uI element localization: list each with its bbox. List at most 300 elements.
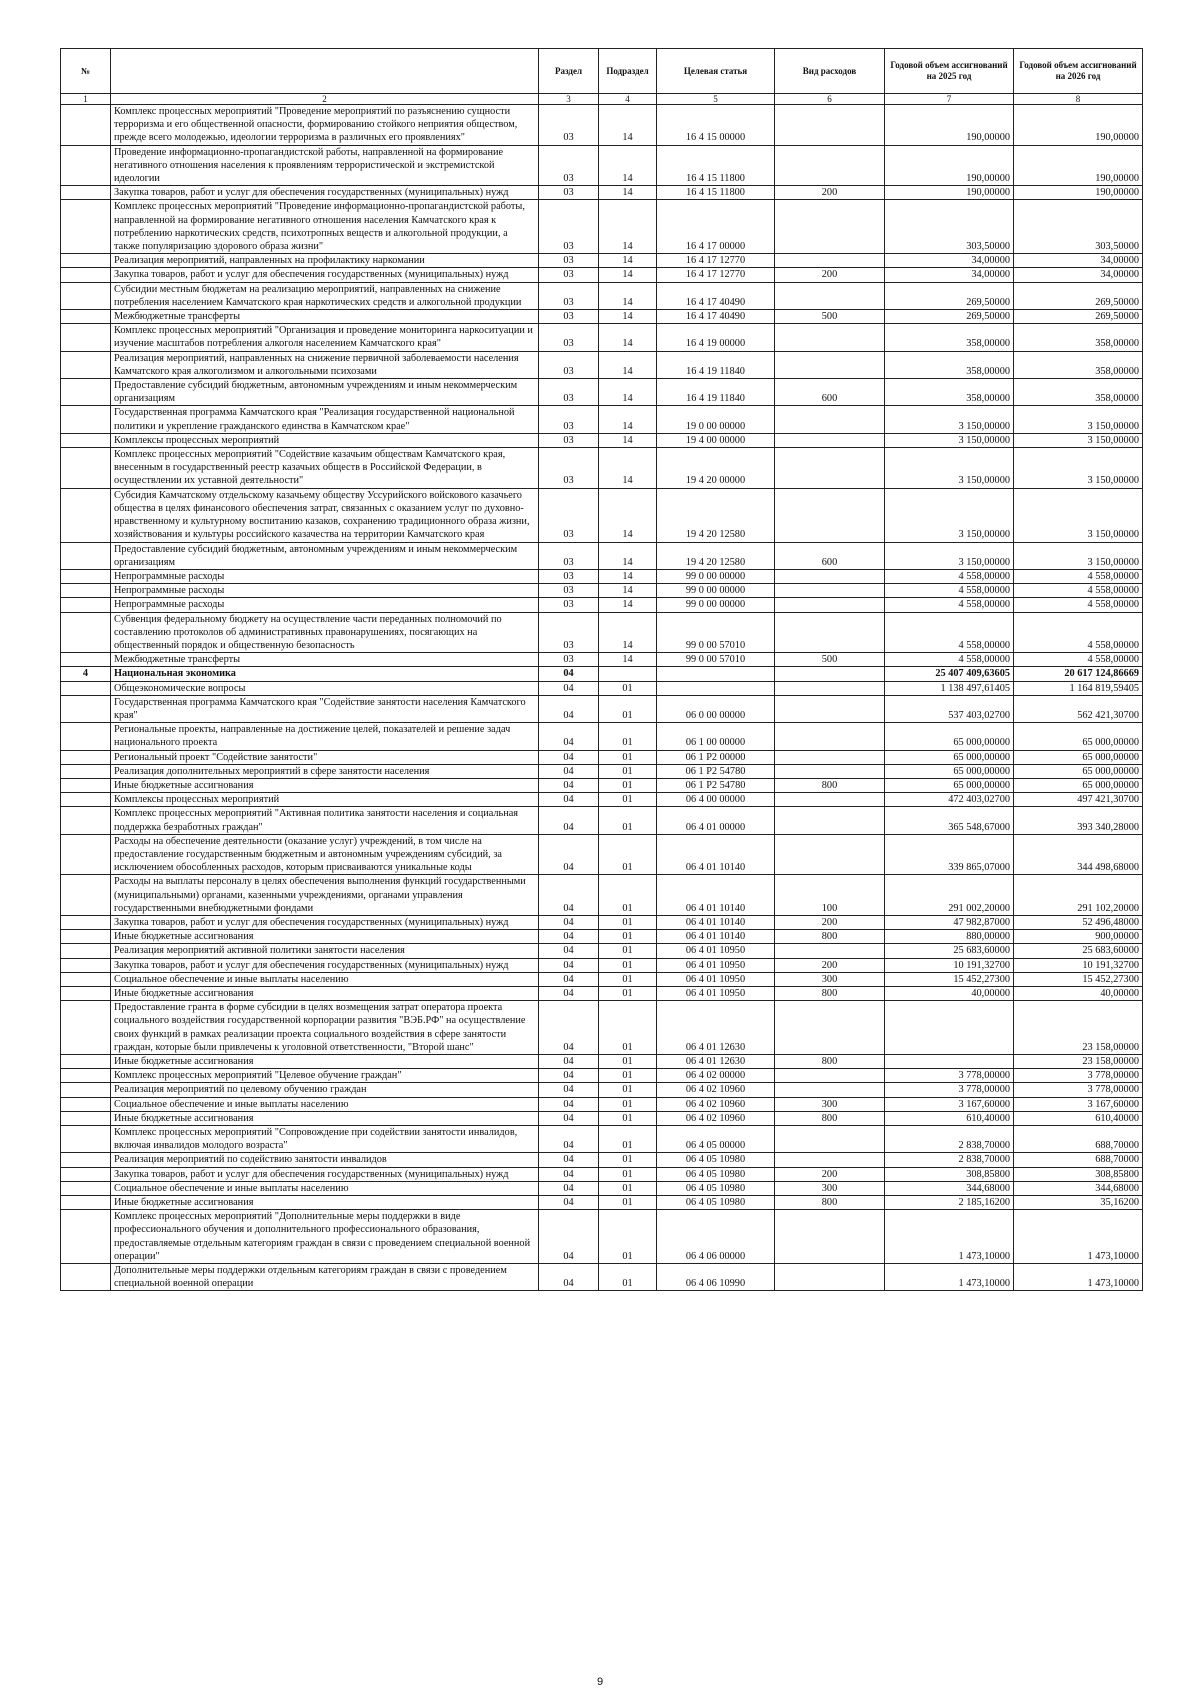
table-row <box>61 1069 1143 1083</box>
row-number <box>61 1153 111 1167</box>
row-amount-2026: 4 558,00000 <box>1014 569 1143 583</box>
row-amount-2026: 1 473,10000 <box>1014 1264 1143 1291</box>
row-number <box>61 406 111 433</box>
row-target: 16 4 15 11800 <box>657 186 775 200</box>
row-amount-2026: 3 150,00000 <box>1014 542 1143 569</box>
row-target <box>657 667 775 681</box>
row-target: 99 0 00 57010 <box>657 612 775 653</box>
row-amount-2025: 880,00000 <box>885 930 1014 944</box>
row-target: 06 4 01 10140 <box>657 915 775 929</box>
row-amount-2026: 497 421,30700 <box>1014 793 1143 807</box>
row-razdel: 04 <box>539 972 599 986</box>
row-name: Расходы на выплаты персоналу в целях обеспечения выполнения функций государственными (муниципальными) органами, казенными учреждениями, органами управления государственными внебюджетными фондами <box>111 875 539 916</box>
row-number <box>61 268 111 282</box>
row-podrazdel: 01 <box>599 875 657 916</box>
row-name: Государственная программа Камчатского края "Реализация государственной национальной политики и укрепление гражданского единства в Камчатском крае" <box>111 406 539 433</box>
column-number: 4 <box>599 94 657 105</box>
row-amount-2026: 4 558,00000 <box>1014 598 1143 612</box>
row-razdel: 03 <box>539 379 599 406</box>
row-number <box>61 875 111 916</box>
row-target: 16 4 17 40490 <box>657 282 775 309</box>
row-amount-2026: 190,00000 <box>1014 105 1143 146</box>
row-target: 99 0 00 57010 <box>657 653 775 667</box>
table-row <box>61 406 1143 433</box>
row-target: 16 4 17 00000 <box>657 200 775 254</box>
row-amount-2025: 190,00000 <box>885 145 1014 186</box>
row-number <box>61 778 111 792</box>
row-amount-2026: 65 000,00000 <box>1014 750 1143 764</box>
row-name: Закупка товаров, работ и услуг для обеспечения государственных (муниципальных) нужд <box>111 958 539 972</box>
budget-table-sheet <box>60 48 1142 1291</box>
row-amount-2025: 4 558,00000 <box>885 653 1014 667</box>
row-amount-2025: 344,68000 <box>885 1181 1014 1195</box>
row-razdel: 04 <box>539 958 599 972</box>
row-razdel: 03 <box>539 653 599 667</box>
row-target: 06 4 01 12630 <box>657 1055 775 1069</box>
row-vid: 300 <box>775 1097 885 1111</box>
row-razdel: 03 <box>539 612 599 653</box>
row-podrazdel: 14 <box>599 488 657 542</box>
row-target: 99 0 00 00000 <box>657 598 775 612</box>
row-podrazdel: 01 <box>599 1126 657 1153</box>
row-vid <box>775 488 885 542</box>
row-amount-2026: 344 498,68000 <box>1014 834 1143 875</box>
row-target: 06 4 05 10980 <box>657 1167 775 1181</box>
row-vid <box>775 254 885 268</box>
column-number: 1 <box>61 94 111 105</box>
row-amount-2025: 25 407 409,63605 <box>885 667 1014 681</box>
row-name: Региональный проект "Содействие занятости" <box>111 750 539 764</box>
table-row <box>61 930 1143 944</box>
row-target: 99 0 00 00000 <box>657 584 775 598</box>
row-razdel: 04 <box>539 1083 599 1097</box>
table-row <box>61 1210 1143 1264</box>
row-amount-2026: 25 683,60000 <box>1014 944 1143 958</box>
row-target: 06 4 01 10950 <box>657 987 775 1001</box>
row-number <box>61 1083 111 1097</box>
row-amount-2025: 1 473,10000 <box>885 1210 1014 1264</box>
row-amount-2025 <box>885 1001 1014 1055</box>
row-target: 06 4 00 00000 <box>657 793 775 807</box>
row-vid <box>775 200 885 254</box>
row-target: 16 4 17 40490 <box>657 310 775 324</box>
row-target: 06 4 01 10950 <box>657 958 775 972</box>
row-target: 06 4 06 00000 <box>657 1210 775 1264</box>
row-number <box>61 1181 111 1195</box>
row-number <box>61 793 111 807</box>
row-name: Межбюджетные трансферты <box>111 653 539 667</box>
row-razdel: 04 <box>539 1001 599 1055</box>
row-podrazdel: 01 <box>599 1264 657 1291</box>
row-target: 19 4 20 12580 <box>657 542 775 569</box>
table-row <box>61 1264 1143 1291</box>
row-vid: 200 <box>775 268 885 282</box>
row-target: 06 4 01 12630 <box>657 1001 775 1055</box>
row-name: Предоставление субсидий бюджетным, автономным учреждениям и иным некоммерческим организациям <box>111 379 539 406</box>
row-podrazdel <box>599 667 657 681</box>
row-number <box>61 145 111 186</box>
table-row <box>61 653 1143 667</box>
row-vid: 200 <box>775 186 885 200</box>
row-amount-2026: 3 778,00000 <box>1014 1083 1143 1097</box>
row-razdel: 03 <box>539 433 599 447</box>
row-vid <box>775 764 885 778</box>
row-number <box>61 653 111 667</box>
row-vid <box>775 324 885 351</box>
table-row <box>61 584 1143 598</box>
row-number <box>61 1055 111 1069</box>
row-razdel: 04 <box>539 915 599 929</box>
table-row <box>61 1167 1143 1181</box>
row-podrazdel: 14 <box>599 598 657 612</box>
table-row <box>61 1097 1143 1111</box>
row-amount-2026: 3 150,00000 <box>1014 406 1143 433</box>
table-row <box>61 542 1143 569</box>
row-amount-2025: 65 000,00000 <box>885 723 1014 750</box>
row-amount-2026: 303,50000 <box>1014 200 1143 254</box>
row-vid <box>775 681 885 695</box>
row-vid <box>775 807 885 834</box>
row-target: 16 4 19 00000 <box>657 324 775 351</box>
row-amount-2026: 40,00000 <box>1014 987 1143 1001</box>
row-amount-2025: 1 138 497,61405 <box>885 681 1014 695</box>
row-number <box>61 764 111 778</box>
row-podrazdel: 01 <box>599 1069 657 1083</box>
row-amount-2025: 291 002,20000 <box>885 875 1014 916</box>
row-amount-2026: 4 558,00000 <box>1014 584 1143 598</box>
row-razdel: 03 <box>539 268 599 282</box>
row-amount-2026: 23 158,00000 <box>1014 1055 1143 1069</box>
row-razdel: 04 <box>539 1069 599 1083</box>
row-amount-2025: 25 683,60000 <box>885 944 1014 958</box>
row-amount-2026: 190,00000 <box>1014 145 1143 186</box>
row-vid: 800 <box>775 1111 885 1125</box>
table-row <box>61 324 1143 351</box>
table-row <box>61 723 1143 750</box>
row-name: Реализация мероприятий активной политики занятости населения <box>111 944 539 958</box>
row-razdel: 03 <box>539 282 599 309</box>
row-target: 16 4 17 12770 <box>657 268 775 282</box>
row-target: 99 0 00 00000 <box>657 569 775 583</box>
row-target: 06 4 02 10960 <box>657 1083 775 1097</box>
row-target: 06 1 00 00000 <box>657 723 775 750</box>
row-podrazdel: 14 <box>599 448 657 489</box>
row-target: 16 4 15 00000 <box>657 105 775 146</box>
row-name: Межбюджетные трансферты <box>111 310 539 324</box>
row-number <box>61 1111 111 1125</box>
row-number <box>61 807 111 834</box>
row-name: Субсидии местным бюджетам на реализацию мероприятий, направленных на снижение потребления населением Камчатского края наркотических средств и алкогольной продукции <box>111 282 539 309</box>
row-amount-2025: 3 150,00000 <box>885 448 1014 489</box>
row-amount-2025: 365 548,67000 <box>885 807 1014 834</box>
row-vid <box>775 145 885 186</box>
header-row <box>61 49 1143 94</box>
row-amount-2025: 358,00000 <box>885 351 1014 378</box>
header-2025: Годовой объем ассигнований на 2025 год <box>885 49 1014 94</box>
row-podrazdel: 14 <box>599 569 657 583</box>
row-amount-2025: 4 558,00000 <box>885 598 1014 612</box>
row-podrazdel: 01 <box>599 1210 657 1264</box>
row-podrazdel: 14 <box>599 254 657 268</box>
row-razdel: 04 <box>539 723 599 750</box>
row-name: Предоставление гранта в форме субсидии в целях возмещения затрат оператора проекта социального воздействия государственной корпорации развития "ВЭБ.РФ" на осуществление своих функций в рамках реализации проекта социального воздействия в сфере занятости граждан, которые были привлечены к уголовной ответственности, "Второй шанс" <box>111 1001 539 1055</box>
row-podrazdel: 01 <box>599 764 657 778</box>
row-podrazdel: 01 <box>599 778 657 792</box>
row-target: 19 4 00 00000 <box>657 433 775 447</box>
row-podrazdel: 01 <box>599 1055 657 1069</box>
row-number <box>61 542 111 569</box>
row-number <box>61 1069 111 1083</box>
row-number <box>61 351 111 378</box>
row-name: Предоставление субсидий бюджетным, автономным учреждениям и иным некоммерческим организациям <box>111 542 539 569</box>
table-row <box>61 1001 1143 1055</box>
row-number <box>61 1264 111 1291</box>
row-amount-2026: 3 150,00000 <box>1014 488 1143 542</box>
table-row <box>61 764 1143 778</box>
row-name: Комплексы процессных мероприятий <box>111 433 539 447</box>
row-number <box>61 750 111 764</box>
row-amount-2025: 3 150,00000 <box>885 406 1014 433</box>
row-vid <box>775 448 885 489</box>
row-amount-2025: 472 403,02700 <box>885 793 1014 807</box>
row-vid <box>775 569 885 583</box>
row-razdel: 04 <box>539 807 599 834</box>
row-vid <box>775 1126 885 1153</box>
row-name: Дополнительные меры поддержки отдельным категориям граждан в связи с проведением специальной военной операции <box>111 1264 539 1291</box>
row-amount-2026: 35,16200 <box>1014 1196 1143 1210</box>
row-razdel: 04 <box>539 1111 599 1125</box>
row-number <box>61 681 111 695</box>
row-amount-2025: 2 838,70000 <box>885 1126 1014 1153</box>
row-amount-2026: 10 191,32700 <box>1014 958 1143 972</box>
row-razdel: 04 <box>539 778 599 792</box>
row-amount-2025: 610,40000 <box>885 1111 1014 1125</box>
row-name: Реализация мероприятий по содействию занятости инвалидов <box>111 1153 539 1167</box>
row-amount-2026: 358,00000 <box>1014 379 1143 406</box>
row-name: Реализация дополнительных мероприятий в сфере занятости населения <box>111 764 539 778</box>
row-podrazdel: 01 <box>599 723 657 750</box>
table-row <box>61 807 1143 834</box>
row-number <box>61 915 111 929</box>
row-podrazdel: 01 <box>599 972 657 986</box>
header-2026: Годовой объем ассигнований на 2026 год <box>1014 49 1143 94</box>
row-razdel: 04 <box>539 764 599 778</box>
row-name: Реализация мероприятий по целевому обучению граждан <box>111 1083 539 1097</box>
row-vid: 300 <box>775 972 885 986</box>
row-target: 19 0 00 00000 <box>657 406 775 433</box>
row-podrazdel: 14 <box>599 612 657 653</box>
table-row <box>61 254 1143 268</box>
row-number <box>61 324 111 351</box>
row-podrazdel: 14 <box>599 145 657 186</box>
row-amount-2026: 65 000,00000 <box>1014 778 1143 792</box>
row-amount-2026: 308,85800 <box>1014 1167 1143 1181</box>
row-razdel: 04 <box>539 1210 599 1264</box>
table-row <box>61 987 1143 1001</box>
row-razdel: 03 <box>539 584 599 598</box>
row-amount-2025: 537 403,02700 <box>885 695 1014 722</box>
row-name: Закупка товаров, работ и услуг для обеспечения государственных (муниципальных) нужд <box>111 186 539 200</box>
row-vid: 100 <box>775 875 885 916</box>
row-razdel: 03 <box>539 488 599 542</box>
row-amount-2026: 52 496,48000 <box>1014 915 1143 929</box>
row-podrazdel: 14 <box>599 351 657 378</box>
row-razdel: 04 <box>539 930 599 944</box>
row-target: 16 4 19 11840 <box>657 379 775 406</box>
row-amount-2025: 4 558,00000 <box>885 584 1014 598</box>
row-podrazdel: 01 <box>599 1153 657 1167</box>
row-target: 19 4 20 12580 <box>657 488 775 542</box>
row-name: Комплекс процессных мероприятий "Сопровождение при содействии занятости инвалидов, включая инвалидов молодого возраста" <box>111 1126 539 1153</box>
row-vid <box>775 1069 885 1083</box>
row-amount-2025: 358,00000 <box>885 324 1014 351</box>
table-row <box>61 268 1143 282</box>
table-row <box>61 1083 1143 1097</box>
row-podrazdel: 01 <box>599 1196 657 1210</box>
row-amount-2026: 190,00000 <box>1014 186 1143 200</box>
row-name: Непрограммные расходы <box>111 598 539 612</box>
row-amount-2026: 1 164 819,59405 <box>1014 681 1143 695</box>
row-target: 06 4 01 10140 <box>657 834 775 875</box>
row-razdel: 04 <box>539 834 599 875</box>
table-row <box>61 569 1143 583</box>
row-amount-2026: 34,00000 <box>1014 254 1143 268</box>
row-amount-2026: 358,00000 <box>1014 324 1143 351</box>
header-target: Целевая статья <box>657 49 775 94</box>
row-target <box>657 681 775 695</box>
row-podrazdel: 01 <box>599 807 657 834</box>
row-amount-2025: 3 150,00000 <box>885 542 1014 569</box>
row-vid: 800 <box>775 1055 885 1069</box>
row-amount-2025: 2 185,16200 <box>885 1196 1014 1210</box>
row-razdel: 04 <box>539 1196 599 1210</box>
table-row <box>61 1055 1143 1069</box>
row-name: Комплекс процессных мероприятий "Содействие казачьим обществам Камчатского края, внесенным в государственный реестр казачьих обществ в Российской Федерации, в осуществлении их уставной деятельности" <box>111 448 539 489</box>
header-podrazdel: Подраздел <box>599 49 657 94</box>
row-number <box>61 695 111 722</box>
column-number-row <box>61 94 1143 105</box>
row-vid <box>775 406 885 433</box>
row-vid: 200 <box>775 915 885 929</box>
row-podrazdel: 01 <box>599 695 657 722</box>
column-number: 2 <box>111 94 539 105</box>
row-amount-2025: 65 000,00000 <box>885 750 1014 764</box>
row-razdel: 04 <box>539 667 599 681</box>
row-razdel: 04 <box>539 875 599 916</box>
row-amount-2026: 4 558,00000 <box>1014 612 1143 653</box>
row-amount-2025: 34,00000 <box>885 268 1014 282</box>
row-name: Комплексы процессных мероприятий <box>111 793 539 807</box>
row-number <box>61 987 111 1001</box>
row-vid <box>775 1083 885 1097</box>
row-number <box>61 723 111 750</box>
table-row <box>61 612 1143 653</box>
row-name: Расходы на обеспечение деятельности (оказание услуг) учреждений, в том числе на предоставление государственным бюджетным и автономным учреждениям субсидий, за исключением обособленных расходов, которым присваиваются уникальные коды <box>111 834 539 875</box>
row-vid <box>775 944 885 958</box>
table-row <box>61 695 1143 722</box>
row-vid: 200 <box>775 1167 885 1181</box>
row-vid <box>775 598 885 612</box>
row-number <box>61 379 111 406</box>
row-amount-2026: 65 000,00000 <box>1014 764 1143 778</box>
column-number: 7 <box>885 94 1014 105</box>
row-name: Иные бюджетные ассигнования <box>111 987 539 1001</box>
row-number <box>61 834 111 875</box>
row-target: 06 1 P2 54780 <box>657 764 775 778</box>
row-amount-2026: 344,68000 <box>1014 1181 1143 1195</box>
row-razdel: 03 <box>539 310 599 324</box>
row-razdel: 04 <box>539 1167 599 1181</box>
row-name: Региональные проекты, направленные на достижение целей, показателей и решение задач национального проекта <box>111 723 539 750</box>
column-number: 6 <box>775 94 885 105</box>
row-podrazdel: 14 <box>599 310 657 324</box>
row-vid <box>775 1264 885 1291</box>
row-vid: 800 <box>775 778 885 792</box>
row-amount-2025: 3 150,00000 <box>885 433 1014 447</box>
row-number <box>61 1001 111 1055</box>
row-podrazdel: 14 <box>599 379 657 406</box>
row-target: 06 1 P2 54780 <box>657 778 775 792</box>
row-number <box>61 310 111 324</box>
row-razdel: 03 <box>539 598 599 612</box>
row-amount-2025: 15 452,27300 <box>885 972 1014 986</box>
row-amount-2025: 303,50000 <box>885 200 1014 254</box>
row-vid <box>775 723 885 750</box>
row-target: 06 0 00 00000 <box>657 695 775 722</box>
row-amount-2025: 47 982,87000 <box>885 915 1014 929</box>
row-name: Иные бюджетные ассигнования <box>111 1196 539 1210</box>
row-razdel: 04 <box>539 1126 599 1153</box>
row-name: Иные бюджетные ассигнования <box>111 778 539 792</box>
row-name: Социальное обеспечение и иные выплаты населению <box>111 972 539 986</box>
table-row <box>61 875 1143 916</box>
row-name: Государственная программа Камчатского края "Содействие занятости населения Камчатского края" <box>111 695 539 722</box>
row-target: 06 4 01 10140 <box>657 875 775 916</box>
row-razdel: 04 <box>539 750 599 764</box>
row-amount-2026: 393 340,28000 <box>1014 807 1143 834</box>
row-razdel: 03 <box>539 569 599 583</box>
row-name: Закупка товаров, работ и услуг для обеспечения государственных (муниципальных) нужд <box>111 915 539 929</box>
table-row <box>61 793 1143 807</box>
row-podrazdel: 14 <box>599 105 657 146</box>
row-vid <box>775 793 885 807</box>
column-number: 3 <box>539 94 599 105</box>
header-vid: Вид расходов <box>775 49 885 94</box>
row-number: 4 <box>61 667 111 681</box>
row-amount-2026: 688,70000 <box>1014 1153 1143 1167</box>
row-target: 16 4 17 12770 <box>657 254 775 268</box>
header-num: № <box>61 49 111 94</box>
row-amount-2025: 3 778,00000 <box>885 1083 1014 1097</box>
row-amount-2025: 10 191,32700 <box>885 958 1014 972</box>
row-name: Комплекс процессных мероприятий "Целевое обучение граждан" <box>111 1069 539 1083</box>
row-razdel: 04 <box>539 695 599 722</box>
table-row <box>61 598 1143 612</box>
row-name: Комплекс процессных мероприятий "Дополнительные меры поддержки в виде профессионального обучения и дополнительного профессионального образования, предоставляемые отдельным категориям граждан в связи с проведением специальной военной операции" <box>111 1210 539 1264</box>
row-amount-2025: 2 838,70000 <box>885 1153 1014 1167</box>
row-target: 06 4 06 10990 <box>657 1264 775 1291</box>
header-name <box>111 49 539 94</box>
row-vid <box>775 667 885 681</box>
row-number <box>61 584 111 598</box>
table-row <box>61 667 1143 681</box>
row-podrazdel: 01 <box>599 834 657 875</box>
row-name: Субсидия Камчатскому отдельскому казачьему обществу Уссурийского войскового казачьего общества в целях финансового обеспечения затрат, связанных с оказанием услуг по духовно-нравственному и культурному воспитанию казаков, сохранению традиционного образа жизни, хозяйствования и культуры российского казачества на территории Камчатского края <box>111 488 539 542</box>
row-vid <box>775 834 885 875</box>
row-amount-2025 <box>885 1055 1014 1069</box>
row-razdel: 04 <box>539 944 599 958</box>
row-name: Непрограммные расходы <box>111 584 539 598</box>
